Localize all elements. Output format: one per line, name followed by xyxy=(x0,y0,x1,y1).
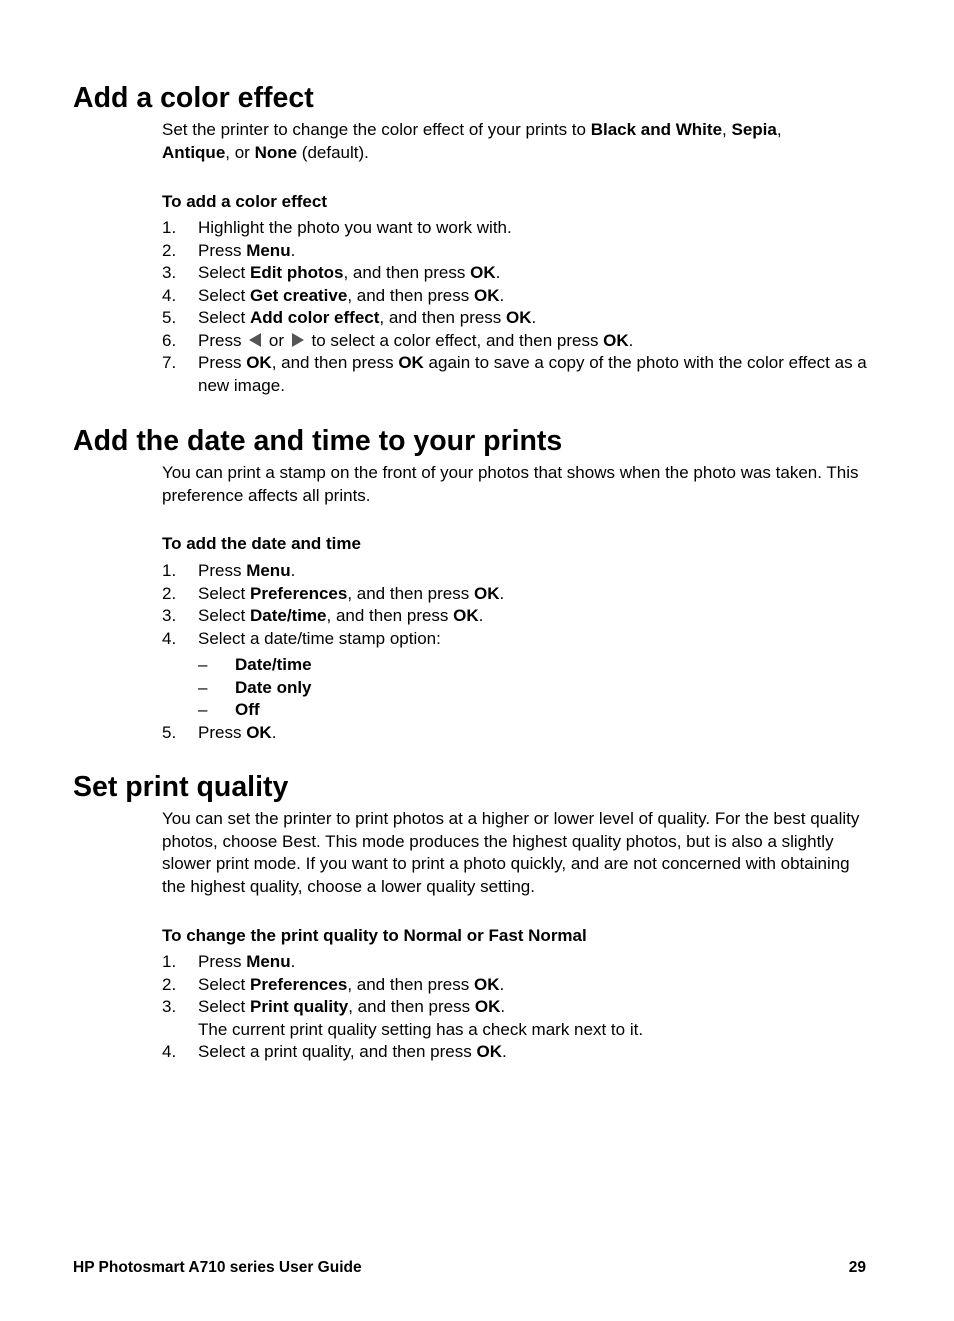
step-number: 1. xyxy=(162,952,177,971)
step-item: 5. Press OK. xyxy=(162,722,872,745)
step-number: 3. xyxy=(162,997,177,1016)
step-item: 6. Press or to select a color effect, and then press OK. xyxy=(162,330,872,353)
left-arrow-icon xyxy=(249,333,261,347)
step-number: 1. xyxy=(162,218,177,237)
option-item: – Date/time xyxy=(198,655,312,674)
step-number: 6. xyxy=(162,330,177,350)
step-item: 4. Select a print quality, and then press OK. xyxy=(162,1041,872,1064)
step-item: 1. Press Menu. xyxy=(162,951,872,974)
step-number: 3. xyxy=(162,263,177,282)
step-item: 2. Select Preferences, and then press OK. xyxy=(162,583,872,606)
step-number: 3. xyxy=(162,606,177,625)
step-number: 2. xyxy=(162,240,177,260)
section-title-date-time: Add the date and time to your prints xyxy=(73,425,563,457)
color-effect-steps xyxy=(162,217,872,397)
step-number: 4. xyxy=(162,285,177,305)
step-item: 5. Select Add color effect, and then press OK. xyxy=(162,307,872,330)
step-item: 3. Select Date/time, and then press OK. xyxy=(162,605,872,628)
footer-guide-title: HP Photosmart A710 series User Guide xyxy=(73,1259,362,1276)
step-item: 3. Select Edit photos, and then press OK. xyxy=(162,262,872,285)
section-title-print-quality: Set print quality xyxy=(73,771,289,803)
option-item: – Date only xyxy=(198,677,312,697)
date-stamp-options xyxy=(198,654,872,722)
step-note: The current print quality setting has a check mark next to it. xyxy=(198,1019,644,1039)
step-number: 5. xyxy=(162,308,177,327)
step-item: 2. Select Preferences, and then press OK. xyxy=(162,974,872,997)
section-title-color-effect: Add a color effect xyxy=(73,82,314,114)
date-time-intro: You can print a stamp on the front of your photos that shows when the photo was taken. This preference affects all prints. xyxy=(162,463,859,505)
step-number: 4. xyxy=(162,1042,177,1061)
print-quality-steps xyxy=(162,951,872,1064)
step-item: 4. Select Get creative, and then press OK. xyxy=(162,285,872,308)
color-effect-intro: Set the printer to change the color effect of your prints to Black and White, Sepia, Antique, or None (default). xyxy=(162,120,782,162)
step-number: 2. xyxy=(162,974,177,994)
print-quality-intro: You can set the printer to print photos at a higher or lower level of quality. For the best quality photos, choose Best. This mode produces the highest quality photos, but is also a slightly slower print mode. If you want to print a photo quickly, and are not concerned with obtaining the highest quality, choose a lower quality setting. xyxy=(162,809,860,896)
procedure-title-color-effect: To add a color effect xyxy=(162,192,327,211)
procedure-title-date-time: To add the date and time xyxy=(162,534,361,553)
footer-page-number: 29 xyxy=(848,1259,866,1276)
step-item: 1. Highlight the photo you want to work with. xyxy=(162,217,872,240)
step-number: 4. xyxy=(162,628,177,648)
step-number: 7. xyxy=(162,353,177,372)
right-arrow-icon xyxy=(292,333,304,347)
step-item: 1. Press Menu. xyxy=(162,560,872,583)
step-number: 1. xyxy=(162,561,177,580)
step-number: 5. xyxy=(162,722,177,742)
step-item: 2. Press Menu. xyxy=(162,240,872,263)
step-number: 2. xyxy=(162,583,177,603)
step-item: 7. Press OK, and then press OK again to save a copy of the photo with the color effect as a new image. xyxy=(162,353,867,395)
step-item: 3. Select Print quality, and then press OK. The current print quality setting has a check mark next to it. xyxy=(162,997,644,1039)
option-item: – Off xyxy=(198,700,260,719)
step-item: 4. Select a date/time stamp option: – Date/time – Date only – Off xyxy=(162,628,872,722)
procedure-title-print-quality: To change the print quality to Normal or Fast Normal xyxy=(162,926,587,945)
date-time-steps xyxy=(162,560,872,744)
